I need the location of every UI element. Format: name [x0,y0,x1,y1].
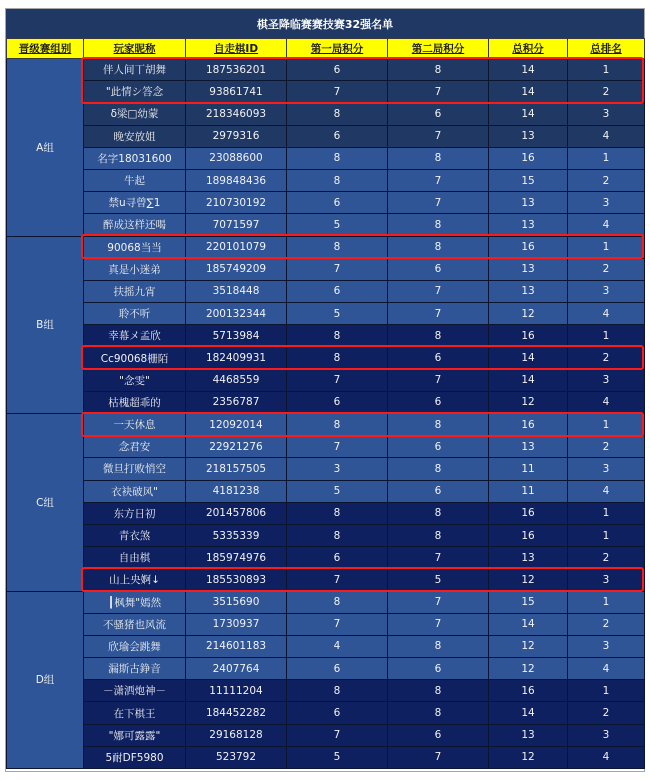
round1-score: 6 [287,702,388,724]
player-id: 185749209 [186,258,287,280]
table-row [7,724,645,746]
player-id: 11111204 [186,680,287,702]
player-nickname: 90068当当 [84,236,186,258]
total-score: 16 [489,524,568,546]
table-row [7,147,645,169]
table-row [7,680,645,702]
player-nickname: －潇洒炮神－ [84,680,186,702]
table-row [7,369,645,391]
rank: 3 [568,569,645,591]
round1-score: 6 [287,192,388,214]
player-nickname: 牛起 [84,169,186,191]
rank: 4 [568,303,645,325]
table-row [7,81,645,103]
rank: 3 [568,458,645,480]
table-row [7,524,645,546]
total-score: 13 [489,547,568,569]
total-score: 16 [489,325,568,347]
round1-score: 6 [287,125,388,147]
total-score: 12 [489,746,568,768]
player-id: 214601183 [186,635,287,657]
round1-score: 7 [287,569,388,591]
round1-score: 5 [287,480,388,502]
total-score: 14 [489,59,568,81]
round1-score: 7 [287,369,388,391]
player-nickname: 东方日初 [84,502,186,524]
player-id: 523792 [186,746,287,768]
rank: 4 [568,125,645,147]
rank: 1 [568,147,645,169]
rank: 2 [568,169,645,191]
table-row [7,192,645,214]
round1-score: 8 [287,147,388,169]
rank: 2 [568,347,645,369]
player-id: 93861741 [186,81,287,103]
round2-score: 7 [388,169,489,191]
table-row [7,436,645,458]
round2-score: 7 [388,746,489,768]
round2-score: 5 [388,569,489,591]
player-nickname: 聆不听 [84,303,186,325]
total-score: 16 [489,414,568,436]
total-score: 14 [489,103,568,125]
round1-score: 8 [287,169,388,191]
total-score: 13 [489,724,568,746]
rank: 3 [568,192,645,214]
rank: 1 [568,680,645,702]
player-nickname: "念雯" [84,369,186,391]
rank: 1 [568,414,645,436]
player-id: 23088600 [186,147,287,169]
player-id: 29168128 [186,724,287,746]
round2-score: 7 [388,591,489,613]
total-score: 16 [489,236,568,258]
col-header-round1: 第一局积分 [287,39,388,59]
total-score: 14 [489,369,568,391]
table-row [7,280,645,302]
player-id: 5713984 [186,325,287,347]
total-score: 12 [489,569,568,591]
player-id: 201457806 [186,502,287,524]
rank: 1 [568,591,645,613]
round1-score: 7 [287,613,388,635]
player-nickname: "娜可露露" [84,724,186,746]
group-label: C组 [7,414,84,592]
player-id: 185530893 [186,569,287,591]
table-row [7,746,645,768]
player-nickname: 扶摇九宵 [84,280,186,302]
table-row [7,569,645,591]
total-score: 13 [489,214,568,236]
player-nickname: 5耐DF5980 [84,746,186,768]
table-row [7,125,645,147]
round1-score: 6 [287,280,388,302]
total-score: 13 [489,192,568,214]
round1-score: 8 [287,103,388,125]
total-score: 14 [489,81,568,103]
total-score: 13 [489,258,568,280]
rank: 2 [568,436,645,458]
table-row [7,502,645,524]
round1-score: 7 [287,436,388,458]
rank: 3 [568,724,645,746]
player-nickname: 青衣煞 [84,524,186,546]
player-nickname: 真是小迷弟 [84,258,186,280]
player-id: 1730937 [186,613,287,635]
player-nickname: 名字18031600 [84,147,186,169]
total-score: 12 [489,303,568,325]
round2-score: 8 [388,680,489,702]
round2-score: 8 [388,236,489,258]
player-id: 2356787 [186,391,287,413]
round1-score: 8 [287,680,388,702]
group-label: B组 [7,236,84,414]
rank: 3 [568,280,645,302]
player-nickname: 衣袂破风" [84,480,186,502]
total-score: 12 [489,635,568,657]
round2-score: 8 [388,702,489,724]
table-row [7,480,645,502]
round2-score: 6 [388,258,489,280]
round1-score: 8 [287,325,388,347]
round2-score: 7 [388,192,489,214]
table-row [7,169,645,191]
group-label: D组 [7,591,84,769]
total-score: 15 [489,591,568,613]
player-nickname: 念君安 [84,436,186,458]
round2-score: 6 [388,724,489,746]
rank: 4 [568,658,645,680]
round1-score: 4 [287,635,388,657]
rank: 2 [568,547,645,569]
roster-table [6,38,645,769]
page-title: 棋圣降临赛赛技赛32强名单 [6,9,644,38]
player-nickname: 在下棋王 [84,702,186,724]
round2-score: 7 [388,547,489,569]
round1-score: 8 [287,524,388,546]
round1-score: 6 [287,59,388,81]
player-id: 22921276 [186,436,287,458]
total-score: 13 [489,280,568,302]
round2-score: 6 [388,347,489,369]
round1-score: 5 [287,214,388,236]
table-row [7,59,645,81]
rank: 2 [568,81,645,103]
player-nickname: 欣瑜会跳舞 [84,635,186,657]
round1-score: 5 [287,746,388,768]
table-row [7,347,645,369]
table-row [7,613,645,635]
round1-score: 8 [287,502,388,524]
total-score: 16 [489,502,568,524]
col-header-total: 总积分 [489,39,568,59]
table-row [7,103,645,125]
round2-score: 8 [388,59,489,81]
group-label: A组 [7,59,84,237]
round1-score: 8 [287,347,388,369]
total-score: 11 [489,458,568,480]
player-id: 220101079 [186,236,287,258]
total-score: 14 [489,613,568,635]
table-row [7,391,645,413]
round1-score: 8 [287,236,388,258]
player-nickname: "此情シ答念 [84,81,186,103]
round1-score: 7 [287,724,388,746]
total-score: 14 [489,702,568,724]
player-id: 200132344 [186,303,287,325]
table-row [7,303,645,325]
player-id: 218346093 [186,103,287,125]
player-nickname: 漏斯古錚音 [84,658,186,680]
rank: 4 [568,746,645,768]
player-nickname: 自由棋 [84,547,186,569]
col-header-nickname: 玩家昵称 [84,39,186,59]
total-score: 16 [489,680,568,702]
player-nickname: 禁u寻曾∑1 [84,192,186,214]
table-row [7,414,645,436]
total-score: 12 [489,391,568,413]
rank: 1 [568,524,645,546]
player-id: 3518448 [186,280,287,302]
rank: 4 [568,480,645,502]
round2-score: 6 [388,480,489,502]
rank: 4 [568,214,645,236]
player-nickname: 不骚猪也风流 [84,613,186,635]
round2-score: 8 [388,325,489,347]
round2-score: 6 [388,436,489,458]
round1-score: 6 [287,658,388,680]
player-id: 5335339 [186,524,287,546]
roster-body [7,59,645,769]
round2-score: 8 [388,458,489,480]
rank: 2 [568,613,645,635]
round1-score: 8 [287,591,388,613]
player-id: 184452282 [186,702,287,724]
table-row [7,658,645,680]
rank: 1 [568,59,645,81]
player-id: 4468559 [186,369,287,391]
round2-score: 7 [388,303,489,325]
player-nickname: 幸幕メ孟欣 [84,325,186,347]
player-id: 218157505 [186,458,287,480]
rank: 2 [568,702,645,724]
player-nickname: 晚安放姐 [84,125,186,147]
table-row [7,591,645,613]
total-score: 11 [489,480,568,502]
player-nickname: Cc90068栅陌 [84,347,186,369]
player-id: 3515690 [186,591,287,613]
total-score: 12 [489,658,568,680]
player-id: 189848436 [186,169,287,191]
player-nickname: ┃枫舞"嫣然 [84,591,186,613]
player-nickname: 微旦打败悄空 [84,458,186,480]
col-header-group: 晋级赛组别 [7,39,84,59]
round1-score: 7 [287,258,388,280]
player-id: 185974976 [186,547,287,569]
player-id: 2979316 [186,125,287,147]
round1-score: 5 [287,303,388,325]
rank: 3 [568,103,645,125]
player-nickname: 枯槐超乖的 [84,391,186,413]
round2-score: 8 [388,524,489,546]
player-nickname: 伴人间丅胡舞 [84,59,186,81]
table-row [7,547,645,569]
total-score: 14 [489,347,568,369]
rank: 3 [568,635,645,657]
round2-score: 7 [388,280,489,302]
player-nickname: δ梁□幼蒙 [84,103,186,125]
round2-score: 7 [388,125,489,147]
table-row [7,236,645,258]
round2-score: 8 [388,635,489,657]
player-nickname: 一天休息 [84,414,186,436]
total-score: 15 [489,169,568,191]
round1-score: 6 [287,547,388,569]
table-row [7,258,645,280]
round2-score: 8 [388,502,489,524]
round2-score: 8 [388,414,489,436]
player-nickname: 醉成这样还喝 [84,214,186,236]
rank: 2 [568,258,645,280]
round2-score: 7 [388,613,489,635]
round1-score: 3 [287,458,388,480]
col-header-id: 自走棋ID [186,39,287,59]
table-row [7,702,645,724]
round1-score: 7 [287,81,388,103]
player-id: 187536201 [186,59,287,81]
col-header-round2: 第二局积分 [388,39,489,59]
round2-score: 6 [388,658,489,680]
player-id: 12092014 [186,414,287,436]
table-row [7,325,645,347]
rank: 1 [568,325,645,347]
player-nickname: 山上央婀↓ [84,569,186,591]
round2-score: 7 [388,81,489,103]
table-row [7,458,645,480]
table-row [7,214,645,236]
round2-score: 6 [388,391,489,413]
round2-score: 7 [388,369,489,391]
rank: 3 [568,369,645,391]
player-id: 4181238 [186,480,287,502]
round2-score: 8 [388,147,489,169]
total-score: 16 [489,147,568,169]
rank: 4 [568,391,645,413]
round1-score: 8 [287,414,388,436]
total-score: 13 [489,436,568,458]
header-row [7,39,645,59]
player-id: 182409931 [186,347,287,369]
col-header-rank: 总排名 [568,39,645,59]
table-row [7,635,645,657]
rank: 1 [568,236,645,258]
round2-score: 8 [388,214,489,236]
rank: 1 [568,502,645,524]
player-id: 2407764 [186,658,287,680]
player-id: 210730192 [186,192,287,214]
player-id: 7071597 [186,214,287,236]
total-score: 13 [489,125,568,147]
round2-score: 6 [388,103,489,125]
round1-score: 6 [287,391,388,413]
